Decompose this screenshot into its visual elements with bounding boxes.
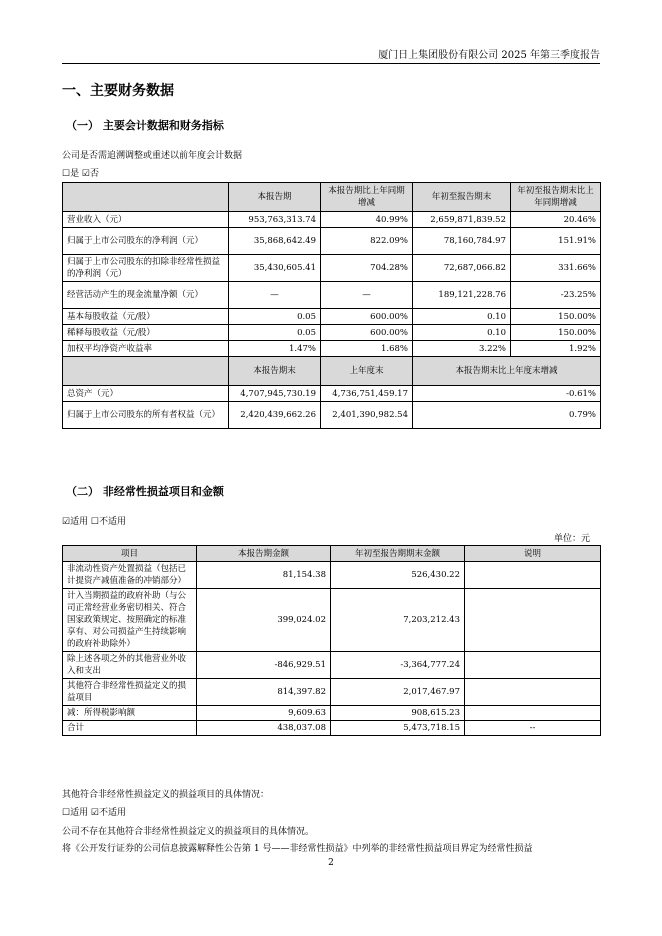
financial-indicators-table (62, 182, 601, 429)
table-row (63, 282, 601, 309)
footer-line-2: 公司不存在其他符合非经常性损益定义的损益项目的具体情况。 (62, 827, 315, 837)
table-row (63, 679, 601, 706)
table-cell: 3.22% (413, 341, 511, 357)
table-cell (465, 706, 601, 721)
table-cell: 年初至报告期末 (413, 183, 511, 212)
table-row (63, 706, 601, 721)
table-cell: 0.05 (229, 325, 321, 341)
table-cell: 其他符合非经常性损益定义的损益项目 (63, 679, 197, 706)
table-cell: 减：所得税影响额 (63, 706, 197, 721)
table-cell: 说明 (465, 546, 601, 562)
table-cell: 0.10 (413, 325, 511, 341)
table-cell: 150.00% (511, 309, 601, 325)
table-cell: 归属于上市公司股东的所有者权益（元） (63, 402, 229, 429)
table-cell: 除上述各项之外的其他营业外收入和支出 (63, 652, 197, 679)
table-row (63, 212, 601, 228)
table-cell: 399,024.02 (197, 589, 331, 652)
footer-line-3: 将《公开发行证券的公司信息披露解释性公告第 1 号——非经常性损益》中列举的非经常性损益项目界定为经常性损益 (62, 844, 533, 854)
table-cell: 2,017,467.97 (331, 679, 465, 706)
table-row (63, 325, 601, 341)
table-cell: 归属于上市公司股东的净利润（元） (63, 228, 229, 255)
table-cell: — (229, 282, 321, 309)
table-cell (465, 562, 601, 589)
table-cell: 5,473,718.15 (331, 721, 465, 736)
footer-options: ☐适用 ☑不适用 (62, 808, 126, 818)
table-cell: 经营活动产生的现金流量净额（元） (63, 282, 229, 309)
table-cell (465, 679, 601, 706)
table-cell: 2,401,390,982.54 (321, 402, 413, 429)
table-cell (63, 357, 229, 386)
table-cell: 704.28% (321, 255, 413, 282)
table-row (63, 255, 601, 282)
table-cell: 600.00% (321, 309, 413, 325)
table-cell: 计入当期损益的政府补助（与公司正常经营业务密切相关、符合国家政策规定、按照确定的标准享有、对公司损益产生持续影响的政府补助除外） (63, 589, 197, 652)
table-row (63, 652, 601, 679)
table-cell: 189,121,228.76 (413, 282, 511, 309)
table-cell: 1.47% (229, 341, 321, 357)
table-header-row (63, 183, 601, 212)
table-cell: 814,397.82 (197, 679, 331, 706)
table-cell: 本报告期末比上年度末增减 (413, 357, 601, 386)
table-cell: 2,659,871,839.52 (413, 212, 511, 228)
table-row (63, 341, 601, 357)
table-cell: 1.68% (321, 341, 413, 357)
table-cell: 438,037.08 (197, 721, 331, 736)
table-cell: 40.99% (321, 212, 413, 228)
table-cell: -- (465, 721, 601, 736)
table-cell: 本报告期金额 (197, 546, 331, 562)
table-cell: 营业收入（元） (63, 212, 229, 228)
table-cell: 953,763,313.74 (229, 212, 321, 228)
table-cell: 本报告期末 (229, 357, 321, 386)
table-cell: 稀释每股收益（元/股） (63, 325, 229, 341)
table-cell: 9,609.63 (197, 706, 331, 721)
table-cell: 331.66% (511, 255, 601, 282)
table-cell: 20.46% (511, 212, 601, 228)
table-cell: 78,160,784.97 (413, 228, 511, 255)
table-cell: 非流动性资产处置损益（包括已计提资产减值准备的冲销部分） (63, 562, 197, 589)
table-cell: 7,203,212.43 (331, 589, 465, 652)
table-cell: 0.79% (413, 402, 601, 429)
table-cell: -23.25% (511, 282, 601, 309)
nonrecurring-items-table (62, 545, 601, 736)
table-cell: 0.05 (229, 309, 321, 325)
table-cell: 基本每股收益（元/股） (63, 309, 229, 325)
table-cell: 1.92% (511, 341, 601, 357)
table-header-row (63, 546, 601, 562)
table-cell: 81,154.38 (197, 562, 331, 589)
header-rule (62, 63, 600, 64)
footer-line-1: 其他符合非经常性损益定义的损益项目的具体情况： (62, 790, 270, 800)
nonrecurring-options: ☑适用 ☐不适用 (62, 517, 126, 527)
table-cell: 72,687,066.82 (413, 255, 511, 282)
table-cell: 822.09% (321, 228, 413, 255)
table-cell: 年初至报告期末比上年同期增减 (511, 183, 601, 212)
table-cell (63, 183, 229, 212)
table-cell: 526,430.22 (331, 562, 465, 589)
table-row (63, 402, 601, 429)
table-row (63, 228, 601, 255)
table-cell: 4,736,751,459.17 (321, 386, 413, 402)
table-cell: 35,430,605.41 (229, 255, 321, 282)
restate-options: ☐是 ☑否 (62, 169, 99, 179)
table-row (63, 562, 601, 589)
subsection-title-1: （一） 主要会计数据和财务指标 (66, 119, 224, 132)
table-cell: 合计 (63, 721, 197, 736)
subsection-title-2: （二） 非经常性损益项目和金额 (66, 485, 224, 498)
table-cell: -3,364,777.24 (331, 652, 465, 679)
table-cell (465, 652, 601, 679)
table-header-row (63, 357, 601, 386)
restate-question: 公司是否需追溯调整或重述以前年度会计数据 (62, 151, 243, 161)
table-cell: 上年度末 (321, 357, 413, 386)
table-cell: 年初至报告期期末金额 (331, 546, 465, 562)
table-cell: -0.61% (413, 386, 601, 402)
table-cell: 150.00% (511, 325, 601, 341)
table-cell (465, 589, 601, 652)
section-title: 一、主要财务数据 (62, 83, 174, 99)
table-cell: 加权平均净资产收益率 (63, 341, 229, 357)
table-cell: 总资产（元） (63, 386, 229, 402)
table-cell: 本报告期比上年同期增减 (321, 183, 413, 212)
table-cell: 4,707,945,730.19 (229, 386, 321, 402)
page-number: 2 (328, 858, 334, 868)
table-cell: 项目 (63, 546, 197, 562)
table-cell: 151.91% (511, 228, 601, 255)
table-cell: 908,615.23 (331, 706, 465, 721)
table-cell: — (321, 282, 413, 309)
unit-label: 单位：元 (553, 534, 590, 544)
table-cell: 35,868,642.49 (229, 228, 321, 255)
table-cell: 2,420,439,662.26 (229, 402, 321, 429)
page-header: 厦门日上集团股份有限公司 2025 年第三季度报告 (378, 50, 600, 61)
table-cell: -846,929.51 (197, 652, 331, 679)
table-cell: 本报告期 (229, 183, 321, 212)
table-row (63, 721, 601, 736)
table-row (63, 309, 601, 325)
table-cell: 0.10 (413, 309, 511, 325)
table-cell: 600.00% (321, 325, 413, 341)
table-cell: 归属于上市公司股东的扣除非经常性损益的净利润（元） (63, 255, 229, 282)
table-row (63, 386, 601, 402)
table-row (63, 589, 601, 652)
